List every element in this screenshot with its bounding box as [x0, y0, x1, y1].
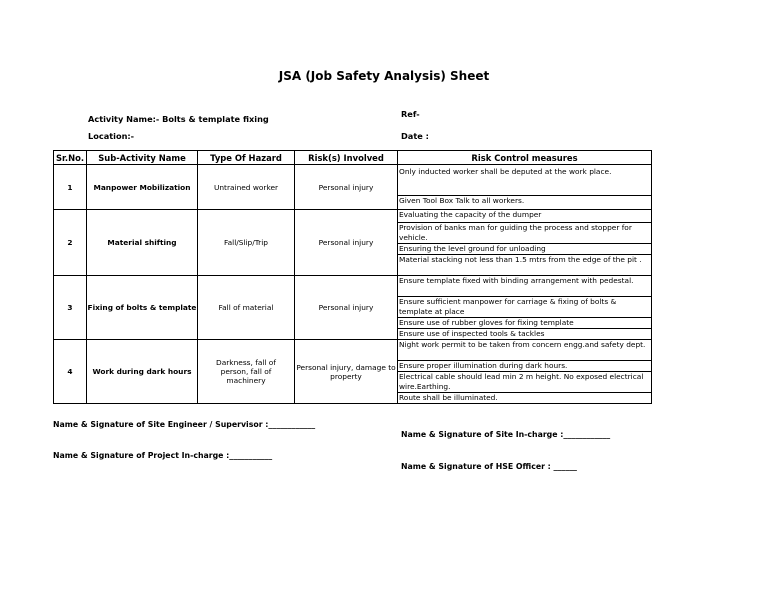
signature-hse-officer: Name & Signature of HSE Officer : ______ [401, 462, 577, 471]
col-header-risk: Risk(s) Involved [295, 151, 398, 165]
risk-cell: Personal injury [295, 276, 398, 340]
table-row [54, 165, 652, 210]
measure-line: Ensure template fixed with binding arrangement with pedestal. [398, 276, 651, 297]
measure-line: Ensure use of rubber gloves for fixing template [398, 318, 651, 329]
date-label: Date : [401, 131, 429, 141]
measure-line: Only inducted worker shall be deputed at the work place. [398, 165, 651, 196]
risk-cell: Personal injury [295, 210, 398, 276]
activity-cell: Manpower Mobilization [87, 165, 198, 210]
control-cell [398, 165, 652, 210]
col-header-sr: Sr.No. [54, 151, 87, 165]
measure-line: Given Tool Box Talk to all workers. [399, 196, 525, 205]
sr-cell: 4 [54, 340, 87, 404]
activity-cell: Fixing of bolts & template [87, 276, 198, 340]
sr-cell: 3 [54, 276, 87, 340]
table-header-row [54, 151, 652, 165]
col-header-control: Risk Control measures [398, 151, 652, 165]
signature-project-incharge: Name & Signature of Project In-charge :___________ [53, 451, 273, 460]
control-cell [398, 276, 652, 340]
measure-line: Route shall be illuminated. [399, 393, 498, 402]
control-cell [398, 210, 652, 276]
risk-cell: Personal injury, damage to property [295, 340, 398, 404]
measure-line: Provision of banks man for guiding the process and stopper for vehicle. [398, 223, 651, 244]
signature-site-engineer: Name & Signature of Site Engineer / Supervisor :____________ [53, 420, 316, 429]
measure-line: Ensuring the level ground for unloading [398, 244, 651, 255]
activity-name: Activity Name:- Bolts & template fixing [88, 114, 269, 124]
sr-cell: 1 [54, 165, 87, 210]
activity-cell: Work during dark hours [87, 340, 198, 404]
measure-line: Ensure use of inspected tools & tackles [399, 329, 545, 338]
jsa-table [53, 150, 652, 404]
control-cell [398, 340, 652, 404]
sheet-title: JSA (Job Safety Analysis) Sheet [278, 69, 490, 83]
measure-line: Evaluating the capacity of the dumper [398, 210, 651, 223]
hazard-cell: Darkness, fall of person, fall of machinery [198, 340, 295, 404]
location-label: Location:- [88, 131, 135, 141]
hazard-cell: Fall of material [198, 276, 295, 340]
table-row [54, 340, 652, 404]
risk-cell: Personal injury [295, 165, 398, 210]
col-header-sub-activity: Sub-Activity Name [87, 151, 198, 165]
hazard-cell: Untrained worker [198, 165, 295, 210]
measure-line: Ensure sufficient manpower for carriage & fixing of bolts & template at place [398, 297, 651, 318]
measure-line: Material stacking not less than 1.5 mtrs from the edge of the pit . [399, 255, 642, 264]
measure-line: Electrical cable should lead min 2 m height. No exposed electrical wire.Earthing. [398, 372, 651, 393]
measure-line: Night work permit to be taken from concern engg.and safety dept. [398, 340, 651, 361]
table-row [54, 210, 652, 276]
hazard-cell: Fall/Slip/Trip [198, 210, 295, 276]
signature-site-incharge: Name & Signature of Site In-charge :____________ [401, 430, 611, 439]
activity-cell: Material shifting [87, 210, 198, 276]
measure-line: Ensure proper illumination during dark hours. [398, 361, 651, 372]
col-header-hazard: Type Of Hazard [198, 151, 295, 165]
sr-cell: 2 [54, 210, 87, 276]
table-row [54, 276, 652, 340]
ref-label: Ref- [401, 109, 420, 119]
